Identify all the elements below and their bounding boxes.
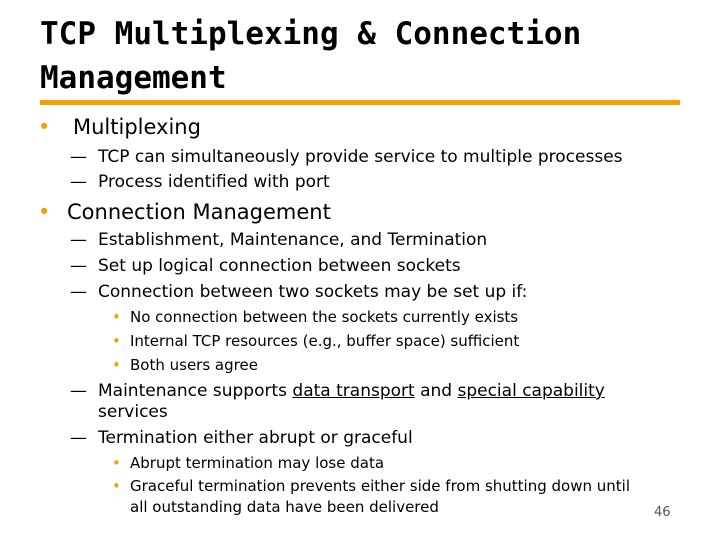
condition-item-3: Both users agree xyxy=(130,356,258,374)
condition-item-2: Internal TCP resources (e.g., buffer space) sufficient xyxy=(130,332,520,350)
sub-item-multiplexing-1: — TCP can simultaneously provide service to multiple processes xyxy=(70,147,623,167)
slide-title-line2: Management xyxy=(40,60,227,96)
maintenance-term-data-transport: data transport xyxy=(292,381,415,401)
bullet-dot-icon: • xyxy=(112,477,121,495)
title-underline-rule xyxy=(40,100,680,105)
sub-item-termination: — Termination either abrupt or graceful xyxy=(70,428,413,448)
sub-item-connection-1: — Establishment, Maintenance, and Termination xyxy=(70,230,488,250)
page-number: 46 xyxy=(654,505,671,520)
slide-title-line1: TCP Multiplexing & Connection xyxy=(40,16,582,52)
sub-item-maintenance-continued: services xyxy=(98,402,168,422)
bullet-dot-icon: • xyxy=(38,200,51,224)
termination-item-1: Abrupt termination may lose data xyxy=(130,454,385,472)
bullet-dot-icon: • xyxy=(38,115,51,139)
termination-item-2-continued: all outstanding data have been delivered xyxy=(130,498,439,516)
sub-item-connection-3: — Connection between two sockets may be set up if: xyxy=(70,282,528,302)
condition-item-1: No connection between the sockets currently exists xyxy=(130,308,519,326)
bullet-connection-management: Connection Management xyxy=(67,200,331,224)
sub-item-multiplexing-2: — Process identified with port xyxy=(70,172,330,192)
bullet-dot-icon: • xyxy=(112,454,121,472)
bullet-dot-icon: • xyxy=(112,308,121,326)
sub-item-maintenance: — Maintenance supports data transport and special capability xyxy=(70,381,605,401)
sub-item-connection-2: — Set up logical connection between sockets xyxy=(70,256,461,276)
bullet-dot-icon: • xyxy=(112,332,121,350)
slide-title xyxy=(40,12,700,100)
maintenance-term-special-capability: special capability xyxy=(457,381,605,401)
termination-item-2: Graceful termination prevents either side from shutting down until xyxy=(130,477,630,495)
bullet-multiplexing: Multiplexing xyxy=(73,115,201,139)
bullet-dot-icon: • xyxy=(112,356,121,374)
